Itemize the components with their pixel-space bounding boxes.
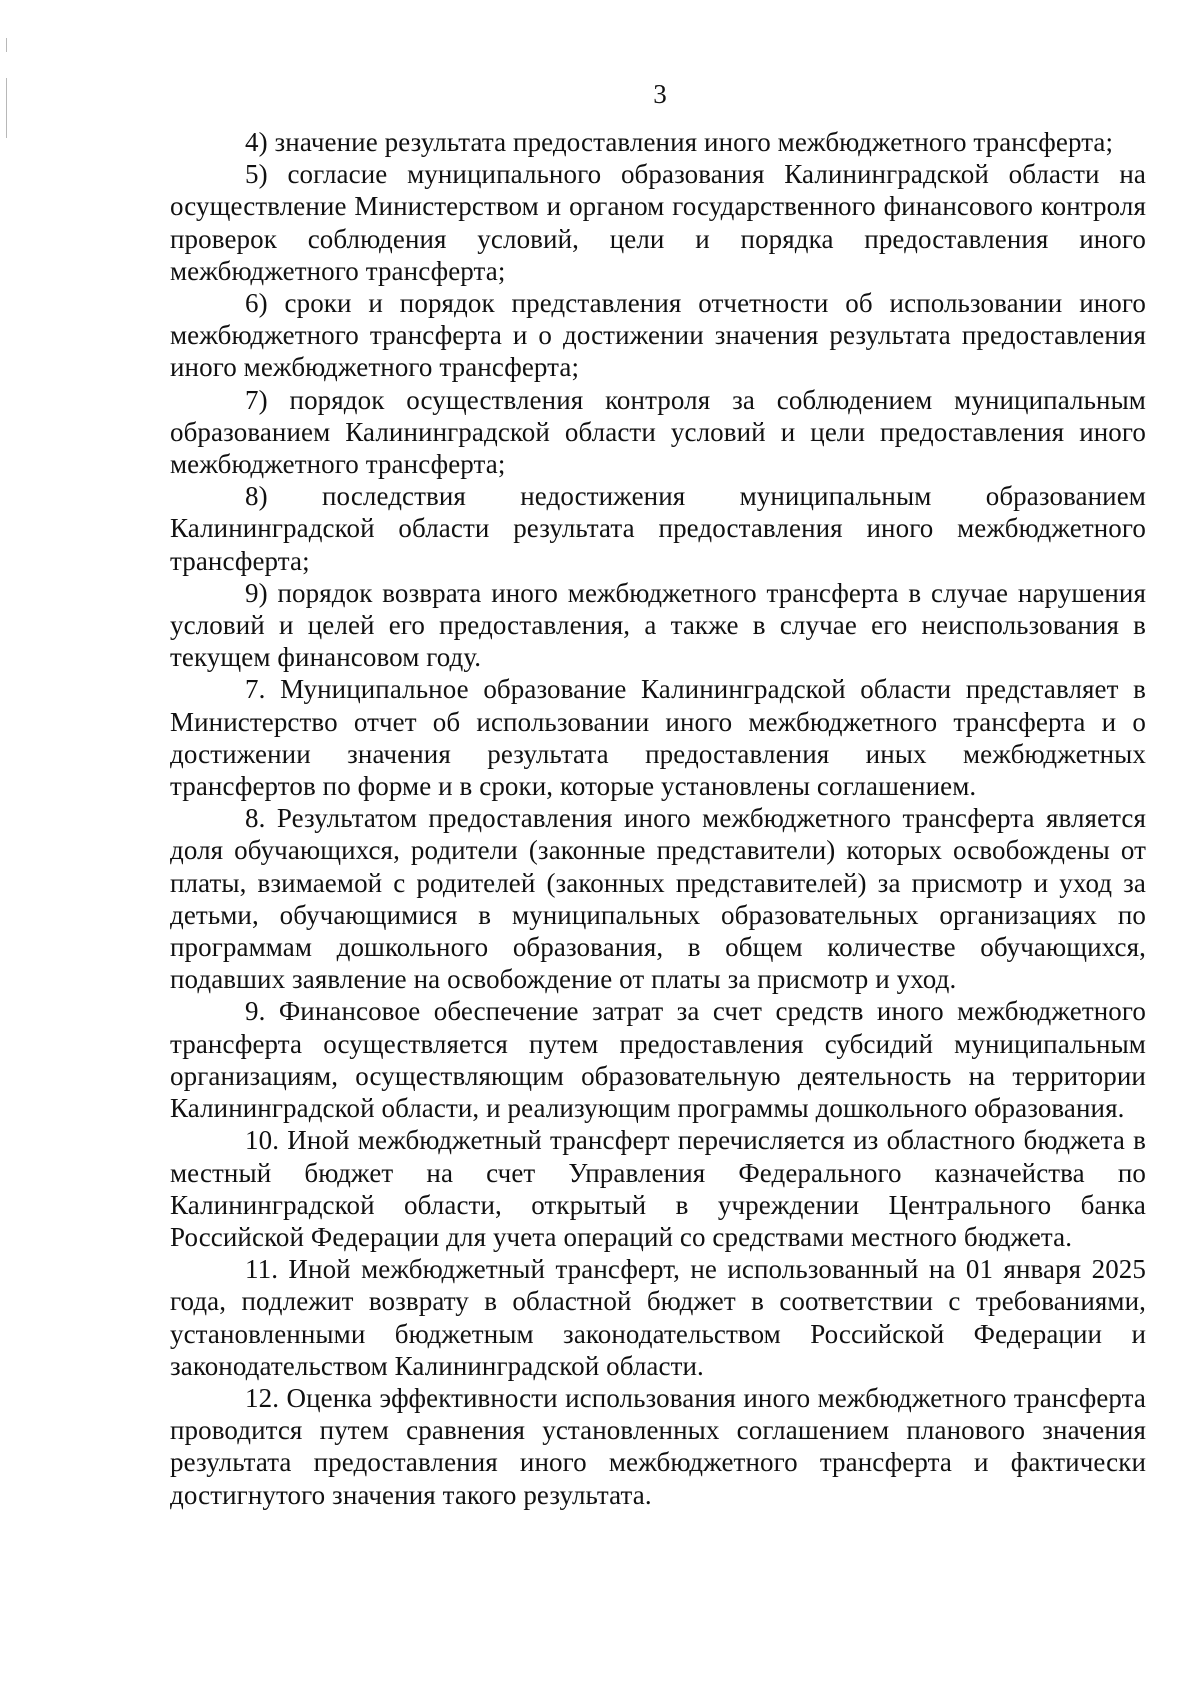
list-item-5: 5) согласие муниципального образования Калининградской области на осуществление Министерством и органом государственного финансового контроля проверок соблюдения условий, цели и порядка предоставления иного межбюджетного трансферта; (170, 159, 1146, 286)
scan-edge-mark (6, 38, 7, 52)
section-11: 11. Иной межбюджетный трансферт, не использованный на 01 января 2025 года, подлежит возврату в областной бюджет в соответствии с требованиями, установленными бюджетным законодательством Российской Федерации и законодательством Калининградской области. (170, 1254, 1146, 1381)
section-10: 10. Иной межбюджетный трансферт перечисляется из областного бюджета в местный бюджет на счет Управления Федерального казначейства по Калининградской области, открытый в учреждении Центрального банка Российской Федерации для учета операций со средствами местного бюджета. (170, 1125, 1146, 1252)
page-number: 3 (653, 79, 667, 109)
section-12: 12. Оценка эффективности использования иного межбюджетного трансферта проводится путем сравнения установленных соглашением планового значения результата предоставления иного межбюджетного трансферта и фактически достигнутого значения такого результата. (170, 1382, 1146, 1510)
section-9: 9. Финансовое обеспечение затрат за счет средств иного межбюджетного трансферта осуществляется путем предоставления субсидий муниципальным организациям, осуществляющим образовательную деятельность на территории Калининградской области, и реализующим программы дошкольного образования. (170, 996, 1146, 1124)
section-7: 7. Муниципальное образование Калининградской области представляет в Министерство отчет об использовании иного межбюджетного трансферта и о достижении значения результата предоставления иных межбюджетных трансфертов по форме и в сроки, которые установлены соглашением. (170, 674, 1146, 802)
list-item-7: 7) порядок осуществления контроля за соблюдением муниципальным образованием Калининградской области условий и цели предоставления иного межбюджетного трансферта; (170, 384, 1146, 480)
list-item-8: 8) последствия недостижения муниципальным образованием Калининградской области результата предоставления иного межбюджетного трансферта; (170, 481, 1146, 576)
list-item-9: 9) порядок возврата иного межбюджетного трансферта в случае нарушения условий и целей его предоставления, а также в случае его неиспользования в текущем финансовом году. (170, 577, 1146, 673)
document-body (170, 126, 1146, 1511)
list-item-4: 4) значение результата предоставления иного межбюджетного трансферта; (245, 127, 1114, 157)
section-8: 8. Результатом предоставления иного межбюджетного трансферта является доля обучающихся, родители (законные представители) которых освобождены от платы, взимаемой с родителей (законных представителей) за присмотр и уход за детьми, обучающимися в муниципальных образовательных организациях по программам дошкольного образования, в общем количестве обучающихся, подавших заявление на освобождение от платы за присмотр и уход. (170, 803, 1146, 995)
list-item-6: 6) сроки и порядок представления отчетности об использовании иного межбюджетного трансферта и о достижении значения результата предоставления иного межбюджетного трансферта; (170, 288, 1146, 383)
